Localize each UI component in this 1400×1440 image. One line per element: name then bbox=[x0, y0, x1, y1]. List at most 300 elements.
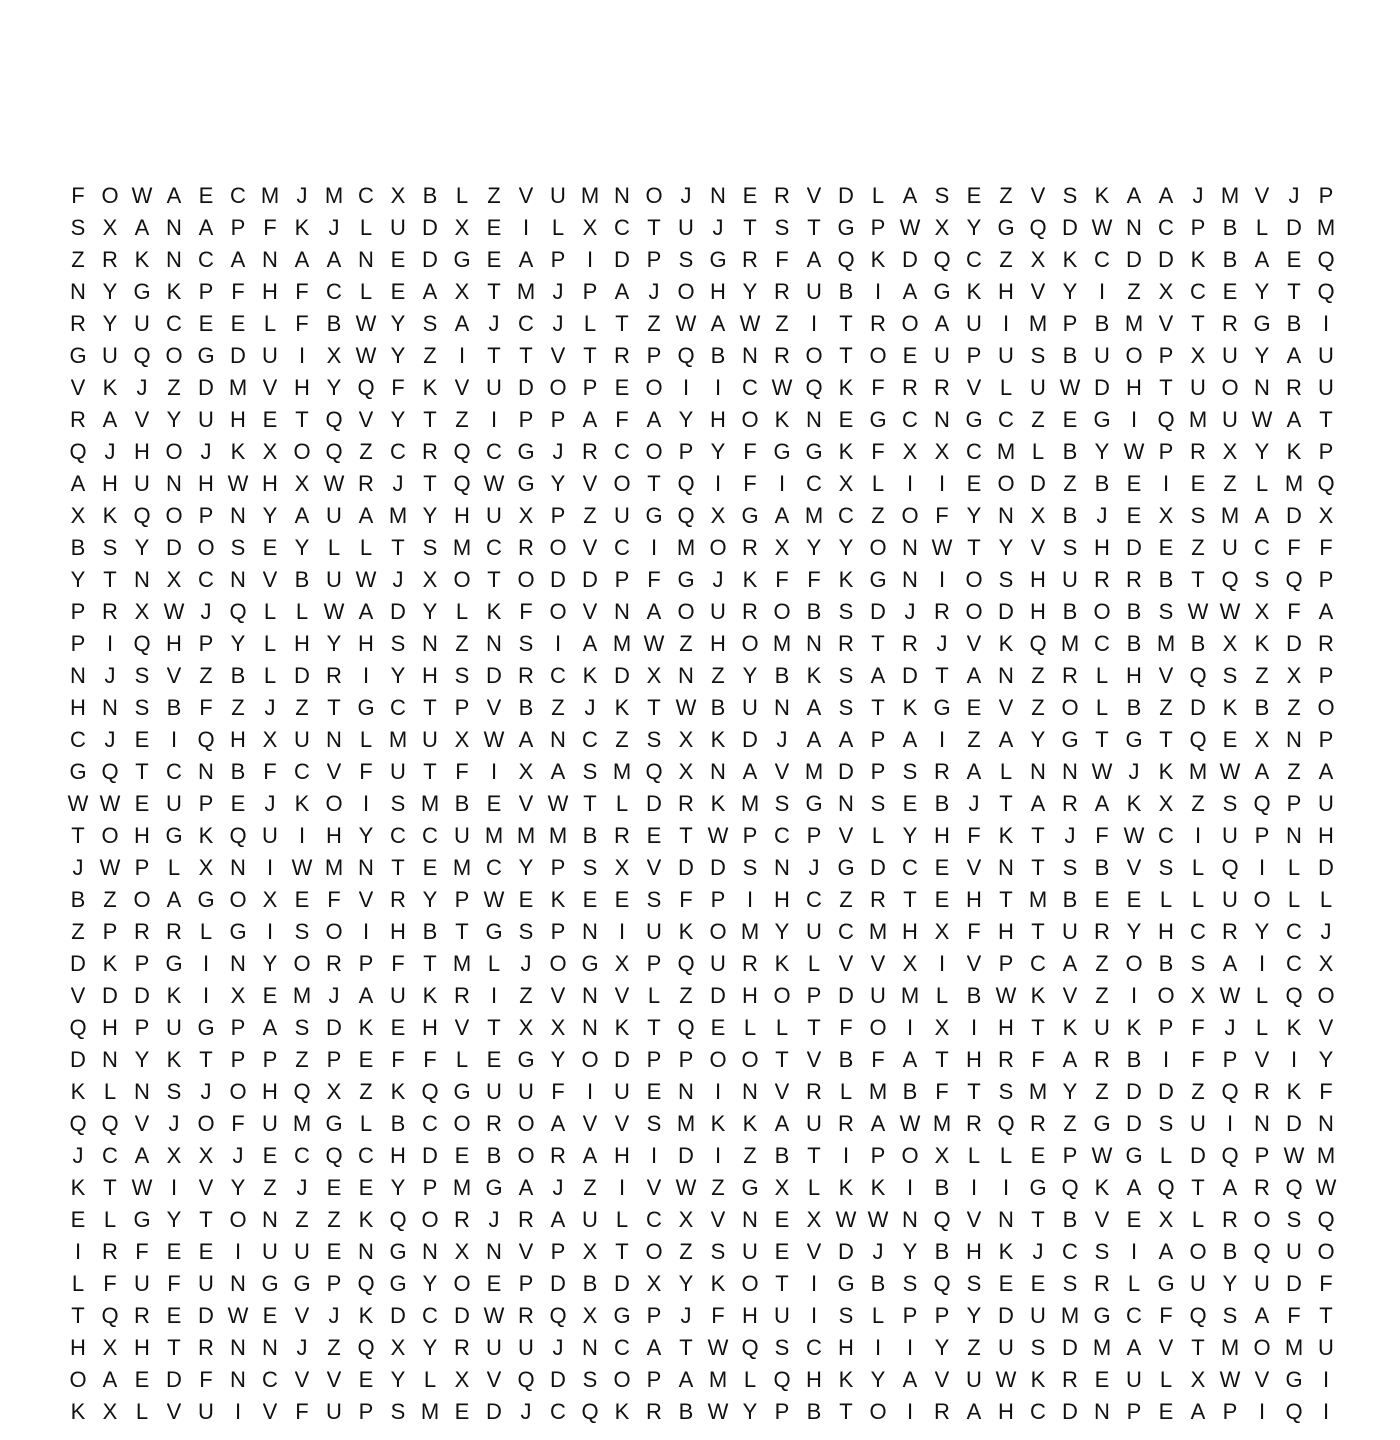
letter-cell[interactable]: H bbox=[230, 727, 246, 752]
letter-cell[interactable]: V bbox=[454, 1015, 470, 1040]
letter-cell[interactable]: A bbox=[1062, 951, 1078, 976]
letter-cell[interactable]: V bbox=[614, 983, 630, 1008]
letter-cell[interactable]: N bbox=[998, 663, 1014, 688]
letter-cell[interactable]: L bbox=[423, 1367, 437, 1392]
letter-cell[interactable]: D bbox=[838, 1239, 854, 1264]
letter-cell[interactable]: X bbox=[774, 535, 790, 560]
letter-cell[interactable]: U bbox=[134, 471, 150, 496]
letter-cell[interactable]: C bbox=[1286, 919, 1302, 944]
letter-cell[interactable]: P bbox=[646, 1047, 662, 1072]
letter-cell[interactable]: A bbox=[102, 407, 118, 432]
letter-cell[interactable]: U bbox=[1318, 791, 1334, 816]
letter-cell[interactable]: U bbox=[1222, 887, 1238, 912]
letter-cell[interactable]: Q bbox=[1317, 279, 1335, 304]
letter-cell[interactable]: Q bbox=[1189, 727, 1207, 752]
letter-cell[interactable]: L bbox=[1095, 695, 1109, 720]
letter-cell[interactable]: I bbox=[362, 791, 370, 816]
letter-cell[interactable]: R bbox=[70, 407, 86, 432]
letter-cell[interactable]: W bbox=[1219, 983, 1241, 1008]
letter-cell[interactable]: Q bbox=[1157, 407, 1175, 432]
letter-cell[interactable]: X bbox=[1030, 503, 1046, 528]
letter-cell[interactable]: H bbox=[1094, 535, 1110, 560]
letter-cell[interactable]: C bbox=[262, 1367, 278, 1392]
letter-cell[interactable]: V bbox=[614, 1111, 630, 1136]
letter-cell[interactable]: E bbox=[614, 375, 630, 400]
letter-cell[interactable]: C bbox=[806, 887, 822, 912]
letter-cell[interactable]: A bbox=[550, 1207, 566, 1232]
letter-cell[interactable]: R bbox=[454, 983, 470, 1008]
letter-cell[interactable]: R bbox=[1062, 663, 1078, 688]
letter-cell[interactable]: S bbox=[742, 855, 758, 880]
letter-cell[interactable]: I bbox=[938, 471, 946, 496]
letter-cell[interactable]: N bbox=[1254, 375, 1270, 400]
letter-cell[interactable]: G bbox=[293, 1271, 311, 1296]
letter-cell[interactable]: Q bbox=[101, 1111, 119, 1136]
letter-cell[interactable]: K bbox=[358, 1303, 374, 1328]
letter-cell[interactable]: A bbox=[742, 759, 758, 784]
letter-cell[interactable]: V bbox=[774, 759, 790, 784]
letter-cell[interactable]: K bbox=[710, 1271, 726, 1296]
letter-cell[interactable]: A bbox=[870, 663, 886, 688]
letter-cell[interactable]: B bbox=[1222, 215, 1238, 240]
letter-cell[interactable]: S bbox=[1158, 1111, 1174, 1136]
letter-cell[interactable]: T bbox=[1319, 407, 1333, 432]
letter-cell[interactable]: Z bbox=[647, 311, 661, 336]
letter-cell[interactable]: V bbox=[646, 1175, 662, 1200]
letter-cell[interactable]: K bbox=[742, 1111, 758, 1136]
letter-cell[interactable]: W bbox=[163, 599, 185, 624]
letter-cell[interactable]: R bbox=[1094, 919, 1110, 944]
letter-cell[interactable]: O bbox=[197, 535, 215, 560]
letter-cell[interactable]: Z bbox=[1287, 695, 1301, 720]
letter-cell[interactable]: P bbox=[358, 1399, 374, 1424]
letter-cell[interactable]: Z bbox=[583, 503, 597, 528]
letter-cell[interactable]: T bbox=[423, 407, 437, 432]
letter-cell[interactable]: O bbox=[1221, 375, 1239, 400]
letter-cell[interactable]: W bbox=[483, 887, 505, 912]
letter-cell[interactable]: U bbox=[1318, 375, 1334, 400]
letter-cell[interactable]: J bbox=[520, 951, 532, 976]
letter-cell[interactable]: Y bbox=[134, 535, 150, 560]
letter-cell[interactable]: K bbox=[870, 247, 886, 272]
letter-cell[interactable]: A bbox=[1254, 503, 1270, 528]
letter-cell[interactable]: F bbox=[871, 375, 885, 400]
letter-cell[interactable]: N bbox=[582, 1015, 598, 1040]
letter-cell[interactable]: U bbox=[998, 1335, 1014, 1360]
letter-cell[interactable]: Q bbox=[1285, 1175, 1303, 1200]
letter-cell[interactable]: K bbox=[998, 631, 1014, 656]
letter-cell[interactable]: D bbox=[582, 567, 598, 592]
letter-cell[interactable]: R bbox=[134, 1303, 150, 1328]
letter-cell[interactable]: Q bbox=[357, 1271, 375, 1296]
letter-cell[interactable]: P bbox=[966, 343, 982, 368]
letter-cell[interactable]: G bbox=[677, 567, 695, 592]
letter-cell[interactable]: P bbox=[1222, 1399, 1238, 1424]
letter-cell[interactable]: G bbox=[869, 407, 887, 432]
letter-cell[interactable]: D bbox=[326, 1015, 342, 1040]
letter-cell[interactable]: N bbox=[134, 1079, 150, 1104]
letter-cell[interactable]: B bbox=[1190, 631, 1206, 656]
letter-cell[interactable]: H bbox=[742, 1303, 758, 1328]
letter-cell[interactable]: J bbox=[712, 567, 724, 592]
letter-cell[interactable]: I bbox=[458, 343, 466, 368]
letter-cell[interactable]: W bbox=[675, 695, 697, 720]
letter-cell[interactable]: O bbox=[965, 599, 983, 624]
letter-cell[interactable]: F bbox=[551, 1079, 565, 1104]
letter-cell[interactable]: N bbox=[998, 1207, 1014, 1232]
letter-cell[interactable]: U bbox=[134, 311, 150, 336]
letter-cell[interactable]: E bbox=[134, 727, 150, 752]
letter-cell[interactable]: S bbox=[710, 1239, 726, 1264]
letter-cell[interactable]: F bbox=[263, 215, 277, 240]
letter-cell[interactable]: O bbox=[773, 983, 791, 1008]
letter-cell[interactable]: W bbox=[835, 1207, 857, 1232]
letter-cell[interactable]: M bbox=[292, 1111, 312, 1136]
letter-cell[interactable]: Z bbox=[71, 919, 85, 944]
letter-cell[interactable]: T bbox=[999, 887, 1013, 912]
letter-cell[interactable]: K bbox=[710, 727, 726, 752]
letter-cell[interactable]: X bbox=[326, 1079, 342, 1104]
letter-cell[interactable]: Q bbox=[1285, 983, 1303, 1008]
letter-cell[interactable]: Z bbox=[871, 503, 885, 528]
letter-cell[interactable]: U bbox=[198, 1399, 214, 1424]
letter-cell[interactable]: X bbox=[262, 887, 278, 912]
letter-cell[interactable]: R bbox=[518, 535, 534, 560]
letter-cell[interactable]: F bbox=[1319, 535, 1333, 560]
letter-cell[interactable]: G bbox=[741, 1175, 759, 1200]
letter-cell[interactable]: R bbox=[1062, 1367, 1078, 1392]
letter-cell[interactable]: R bbox=[1222, 311, 1238, 336]
letter-cell[interactable]: D bbox=[998, 1303, 1014, 1328]
letter-cell[interactable]: F bbox=[743, 471, 757, 496]
letter-cell[interactable]: B bbox=[70, 535, 86, 560]
letter-cell[interactable]: T bbox=[743, 215, 757, 240]
letter-cell[interactable]: H bbox=[806, 1367, 822, 1392]
letter-cell[interactable]: A bbox=[1222, 1175, 1238, 1200]
letter-cell[interactable]: A bbox=[134, 215, 150, 240]
letter-cell[interactable]: Q bbox=[69, 1015, 87, 1040]
letter-cell[interactable]: L bbox=[999, 759, 1013, 784]
letter-cell[interactable]: G bbox=[581, 951, 599, 976]
letter-cell[interactable]: R bbox=[1062, 791, 1078, 816]
letter-cell[interactable]: D bbox=[134, 983, 150, 1008]
letter-cell[interactable]: I bbox=[1162, 471, 1170, 496]
letter-cell[interactable]: A bbox=[134, 1143, 150, 1168]
letter-cell[interactable]: J bbox=[264, 791, 276, 816]
letter-cell[interactable]: V bbox=[518, 1239, 534, 1264]
letter-cell[interactable]: C bbox=[998, 407, 1014, 432]
letter-cell[interactable]: U bbox=[390, 215, 406, 240]
letter-cell[interactable]: O bbox=[101, 183, 119, 208]
letter-cell[interactable]: I bbox=[1130, 407, 1138, 432]
letter-cell[interactable]: I bbox=[1290, 1047, 1298, 1072]
letter-cell[interactable]: X bbox=[1318, 503, 1334, 528]
letter-cell[interactable]: Q bbox=[453, 471, 471, 496]
letter-cell[interactable]: E bbox=[582, 887, 598, 912]
letter-cell[interactable]: W bbox=[1219, 1367, 1241, 1392]
letter-cell[interactable]: Z bbox=[1095, 951, 1109, 976]
letter-cell[interactable]: O bbox=[901, 311, 919, 336]
letter-cell[interactable]: E bbox=[1158, 1399, 1174, 1424]
letter-cell[interactable]: P bbox=[646, 1303, 662, 1328]
letter-cell[interactable]: D bbox=[710, 983, 726, 1008]
letter-cell[interactable]: V bbox=[966, 1207, 982, 1232]
letter-cell[interactable]: D bbox=[614, 663, 630, 688]
letter-cell[interactable]: S bbox=[1190, 951, 1206, 976]
letter-cell[interactable]: Y bbox=[1062, 279, 1078, 304]
letter-cell[interactable]: S bbox=[294, 919, 310, 944]
letter-cell[interactable]: T bbox=[807, 1143, 821, 1168]
letter-cell[interactable]: L bbox=[1287, 887, 1301, 912]
letter-cell[interactable]: R bbox=[806, 1079, 822, 1104]
letter-cell[interactable]: W bbox=[547, 791, 569, 816]
letter-cell[interactable]: O bbox=[517, 1111, 535, 1136]
letter-cell[interactable]: F bbox=[327, 887, 341, 912]
letter-cell[interactable]: N bbox=[358, 855, 374, 880]
letter-cell[interactable]: V bbox=[1158, 1335, 1174, 1360]
letter-cell[interactable]: R bbox=[934, 375, 950, 400]
letter-cell[interactable]: J bbox=[776, 727, 788, 752]
letter-cell[interactable]: V bbox=[582, 471, 598, 496]
letter-cell[interactable]: W bbox=[1219, 759, 1241, 784]
letter-cell[interactable]: W bbox=[1123, 823, 1145, 848]
letter-cell[interactable]: T bbox=[167, 1335, 181, 1360]
letter-cell[interactable]: R bbox=[774, 279, 790, 304]
letter-cell[interactable]: N bbox=[422, 1239, 438, 1264]
letter-cell[interactable]: X bbox=[1254, 599, 1270, 624]
letter-cell[interactable]: N bbox=[550, 727, 566, 752]
letter-cell[interactable]: T bbox=[391, 855, 405, 880]
letter-cell[interactable]: M bbox=[708, 1367, 728, 1392]
letter-cell[interactable]: T bbox=[871, 695, 885, 720]
letter-cell[interactable]: C bbox=[806, 1335, 822, 1360]
letter-cell[interactable]: X bbox=[1158, 1207, 1174, 1232]
letter-cell[interactable]: L bbox=[1255, 471, 1269, 496]
letter-cell[interactable]: V bbox=[166, 1399, 182, 1424]
letter-cell[interactable]: L bbox=[871, 1303, 885, 1328]
letter-cell[interactable]: D bbox=[838, 183, 854, 208]
letter-cell[interactable]: Q bbox=[133, 343, 151, 368]
letter-cell[interactable]: T bbox=[647, 215, 661, 240]
letter-cell[interactable]: F bbox=[807, 567, 821, 592]
letter-cell[interactable]: Y bbox=[966, 215, 982, 240]
letter-cell[interactable]: D bbox=[614, 247, 630, 272]
letter-cell[interactable]: E bbox=[1158, 535, 1174, 560]
letter-cell[interactable]: K bbox=[742, 567, 758, 592]
letter-cell[interactable]: T bbox=[1031, 823, 1045, 848]
letter-cell[interactable]: S bbox=[390, 1399, 406, 1424]
letter-cell[interactable]: C bbox=[294, 1143, 310, 1168]
letter-cell[interactable]: A bbox=[774, 1111, 790, 1136]
letter-cell[interactable]: U bbox=[1062, 919, 1078, 944]
letter-cell[interactable]: Q bbox=[677, 503, 695, 528]
letter-cell[interactable]: G bbox=[997, 215, 1015, 240]
letter-cell[interactable]: N bbox=[742, 343, 758, 368]
letter-cell[interactable]: A bbox=[1286, 343, 1302, 368]
letter-cell[interactable]: K bbox=[774, 951, 790, 976]
letter-cell[interactable]: C bbox=[774, 823, 790, 848]
letter-cell[interactable]: D bbox=[1158, 247, 1174, 272]
letter-cell[interactable]: A bbox=[1126, 183, 1142, 208]
letter-cell[interactable]: T bbox=[455, 919, 469, 944]
letter-cell[interactable]: D bbox=[486, 663, 502, 688]
letter-cell[interactable]: X bbox=[1286, 663, 1302, 688]
letter-cell[interactable]: A bbox=[966, 759, 982, 784]
letter-cell[interactable]: M bbox=[676, 1111, 696, 1136]
letter-cell[interactable]: Q bbox=[69, 1111, 87, 1136]
letter-cell[interactable]: V bbox=[1062, 983, 1078, 1008]
letter-cell[interactable]: O bbox=[165, 343, 183, 368]
letter-cell[interactable]: Y bbox=[1062, 1079, 1078, 1104]
letter-cell[interactable]: R bbox=[486, 1111, 502, 1136]
letter-cell[interactable]: X bbox=[1190, 983, 1206, 1008]
letter-cell[interactable]: A bbox=[806, 727, 822, 752]
letter-cell[interactable]: M bbox=[452, 1175, 472, 1200]
letter-cell[interactable]: P bbox=[646, 951, 662, 976]
letter-cell[interactable]: X bbox=[934, 1015, 950, 1040]
letter-cell[interactable]: E bbox=[358, 1047, 374, 1072]
letter-cell[interactable]: I bbox=[1322, 1399, 1330, 1424]
letter-cell[interactable]: C bbox=[422, 823, 438, 848]
letter-cell[interactable]: Z bbox=[679, 1239, 693, 1264]
letter-cell[interactable]: G bbox=[357, 695, 375, 720]
letter-cell[interactable]: T bbox=[583, 343, 597, 368]
letter-cell[interactable]: I bbox=[74, 1239, 82, 1264]
letter-cell[interactable]: J bbox=[552, 1175, 564, 1200]
letter-cell[interactable]: Q bbox=[133, 503, 151, 528]
letter-cell[interactable]: A bbox=[358, 503, 374, 528]
letter-cell[interactable]: L bbox=[743, 1015, 757, 1040]
letter-cell[interactable]: G bbox=[453, 1079, 471, 1104]
letter-cell[interactable]: J bbox=[328, 215, 340, 240]
letter-cell[interactable]: E bbox=[1222, 279, 1238, 304]
letter-cell[interactable]: U bbox=[1286, 1239, 1302, 1264]
letter-cell[interactable]: S bbox=[134, 663, 150, 688]
letter-cell[interactable]: L bbox=[455, 599, 469, 624]
letter-cell[interactable]: P bbox=[518, 1271, 534, 1296]
letter-cell[interactable]: C bbox=[1030, 951, 1046, 976]
letter-cell[interactable]: S bbox=[774, 1335, 790, 1360]
letter-cell[interactable]: R bbox=[326, 951, 342, 976]
letter-cell[interactable]: Y bbox=[422, 599, 438, 624]
letter-cell[interactable]: E bbox=[390, 247, 406, 272]
letter-cell[interactable]: G bbox=[389, 1271, 407, 1296]
letter-cell[interactable]: B bbox=[454, 791, 470, 816]
letter-cell[interactable]: U bbox=[710, 951, 726, 976]
letter-cell[interactable]: L bbox=[551, 215, 565, 240]
letter-cell[interactable]: I bbox=[714, 375, 722, 400]
letter-cell[interactable]: O bbox=[293, 951, 311, 976]
letter-cell[interactable]: S bbox=[870, 791, 886, 816]
letter-cell[interactable]: I bbox=[1322, 311, 1330, 336]
letter-cell[interactable]: T bbox=[967, 535, 981, 560]
letter-cell[interactable]: H bbox=[294, 375, 310, 400]
letter-cell[interactable]: P bbox=[646, 1367, 662, 1392]
letter-cell[interactable]: O bbox=[549, 535, 567, 560]
letter-cell[interactable]: L bbox=[1287, 855, 1301, 880]
letter-cell[interactable]: M bbox=[1284, 471, 1304, 496]
letter-cell[interactable]: L bbox=[1159, 887, 1173, 912]
letter-cell[interactable]: O bbox=[965, 567, 983, 592]
letter-cell[interactable]: W bbox=[227, 471, 249, 496]
letter-cell[interactable]: A bbox=[518, 727, 534, 752]
letter-cell[interactable]: S bbox=[902, 1271, 918, 1296]
letter-cell[interactable]: K bbox=[966, 279, 982, 304]
letter-cell[interactable]: U bbox=[454, 823, 470, 848]
letter-cell[interactable]: M bbox=[452, 951, 472, 976]
letter-cell[interactable]: W bbox=[483, 1303, 505, 1328]
letter-cell[interactable]: N bbox=[1254, 1111, 1270, 1136]
letter-cell[interactable]: O bbox=[229, 887, 247, 912]
letter-cell[interactable]: U bbox=[326, 503, 342, 528]
letter-cell[interactable]: H bbox=[262, 279, 278, 304]
letter-cell[interactable]: D bbox=[710, 855, 726, 880]
letter-cell[interactable]: T bbox=[1159, 375, 1173, 400]
letter-cell[interactable]: Y bbox=[358, 823, 374, 848]
letter-cell[interactable]: V bbox=[294, 1303, 310, 1328]
letter-cell[interactable]: H bbox=[710, 407, 726, 432]
letter-cell[interactable]: F bbox=[391, 375, 405, 400]
letter-cell[interactable]: U bbox=[390, 759, 406, 784]
letter-cell[interactable]: Q bbox=[325, 407, 343, 432]
letter-cell[interactable]: I bbox=[554, 631, 562, 656]
letter-cell[interactable]: L bbox=[103, 1207, 117, 1232]
letter-cell[interactable]: G bbox=[645, 503, 663, 528]
letter-cell[interactable]: E bbox=[902, 343, 918, 368]
letter-cell[interactable]: T bbox=[679, 1335, 693, 1360]
letter-cell[interactable]: L bbox=[743, 1367, 757, 1392]
letter-cell[interactable]: V bbox=[966, 631, 982, 656]
letter-cell[interactable]: O bbox=[293, 439, 311, 464]
letter-cell[interactable]: E bbox=[710, 1015, 726, 1040]
letter-cell[interactable]: K bbox=[1126, 791, 1142, 816]
letter-cell[interactable]: D bbox=[422, 215, 438, 240]
letter-cell[interactable]: O bbox=[1317, 1239, 1335, 1264]
letter-cell[interactable]: A bbox=[294, 247, 310, 272]
letter-cell[interactable]: D bbox=[550, 1367, 566, 1392]
letter-cell[interactable]: O bbox=[421, 1207, 439, 1232]
letter-cell[interactable]: H bbox=[838, 1335, 854, 1360]
letter-cell[interactable]: R bbox=[934, 759, 950, 784]
letter-cell[interactable]: N bbox=[166, 247, 182, 272]
letter-cell[interactable]: W bbox=[995, 1367, 1017, 1392]
letter-cell[interactable]: I bbox=[714, 1079, 722, 1104]
letter-cell[interactable]: W bbox=[323, 599, 345, 624]
letter-cell[interactable]: Z bbox=[231, 695, 245, 720]
letter-cell[interactable]: G bbox=[325, 1111, 343, 1136]
letter-cell[interactable]: M bbox=[324, 855, 344, 880]
letter-cell[interactable]: V bbox=[998, 695, 1014, 720]
letter-cell[interactable]: O bbox=[325, 919, 343, 944]
letter-cell[interactable]: K bbox=[1190, 247, 1206, 272]
letter-cell[interactable]: D bbox=[902, 247, 918, 272]
letter-cell[interactable]: H bbox=[998, 1399, 1014, 1424]
letter-cell[interactable]: O bbox=[133, 887, 151, 912]
letter-cell[interactable]: D bbox=[902, 663, 918, 688]
letter-cell[interactable]: X bbox=[166, 1143, 182, 1168]
letter-cell[interactable]: I bbox=[490, 759, 498, 784]
letter-cell[interactable]: X bbox=[806, 1207, 822, 1232]
letter-cell[interactable]: Y bbox=[774, 919, 790, 944]
letter-cell[interactable]: Z bbox=[1095, 1079, 1109, 1104]
letter-cell[interactable]: P bbox=[614, 567, 630, 592]
letter-cell[interactable]: V bbox=[934, 1367, 950, 1392]
letter-cell[interactable]: V bbox=[1030, 279, 1046, 304]
letter-cell[interactable]: P bbox=[870, 215, 886, 240]
letter-cell[interactable]: G bbox=[197, 1015, 215, 1040]
letter-cell[interactable]: N bbox=[486, 631, 502, 656]
letter-cell[interactable]: B bbox=[934, 1239, 950, 1264]
